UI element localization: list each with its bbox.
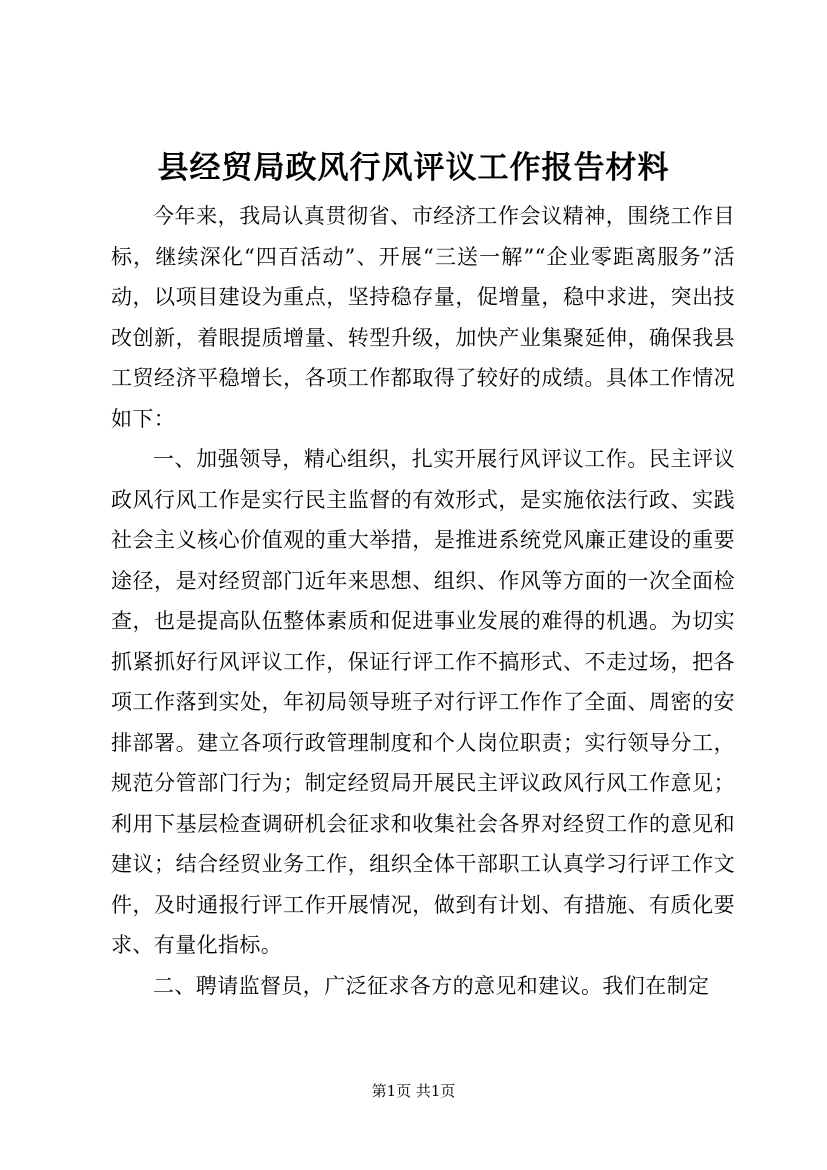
- page-footer: 第1页 共1页: [371, 1082, 456, 1100]
- paragraph-section-one: 一、加强领导，精心组织，扎实开展行风评议工作。民主评议政风行风工作是实行民主监督的有效形式，是实施依法行政、实践社会主义核心价值观的重大举措，是推进系统党风廉正建设的重要途径，是对经贸部门近年来思想、组织、作风等方面的一次全面检查，也是提高队伍整体素质和促进事业发展的难得的机遇。为切实抓紧抓好行风评议工作，保证行评工作不搞形式、不走过场，把各项工作落到实处，年初局领导班子对行评工作作了全面、周密的安排部署。建立各项行政管理制度和个人岗位职责；实行领导分工，规范分管部门行为；制定经贸局开展民主评议政风行风工作意见；利用下基层检查调研机会征求和收集社会各界对经贸工作的意见和建议；结合经贸业务工作，组织全体干部职工认真学习行评工作文件，及时通报行评工作开展情况，做到有计划、有措施、有质化要求、有量化指标。: [111, 447, 735, 957]
- paragraph-section-two: 二、聘请监督员，广泛征求各方的意见和建议。我们在制定: [153, 973, 710, 998]
- document-body: [111, 196, 735, 1006]
- document-title: 县经贸局政风行风评议工作报告材料: [157, 150, 670, 186]
- paragraph-intro: 今年来，我局认真贯彻省、市经济工作会议精神，围绕工作目标，继续深化“四百活动”、开展“三送一解”“企业零距离服务”活动，以项目建设为重点，坚持稳存量，促增量，稳中求进，突出技改创新，着眼提质增量、转型升级，加快产业集聚延伸，确保我县工贸经济平稳增长，各项工作都取得了较好的成绩。具体工作情况如下：: [111, 204, 735, 431]
